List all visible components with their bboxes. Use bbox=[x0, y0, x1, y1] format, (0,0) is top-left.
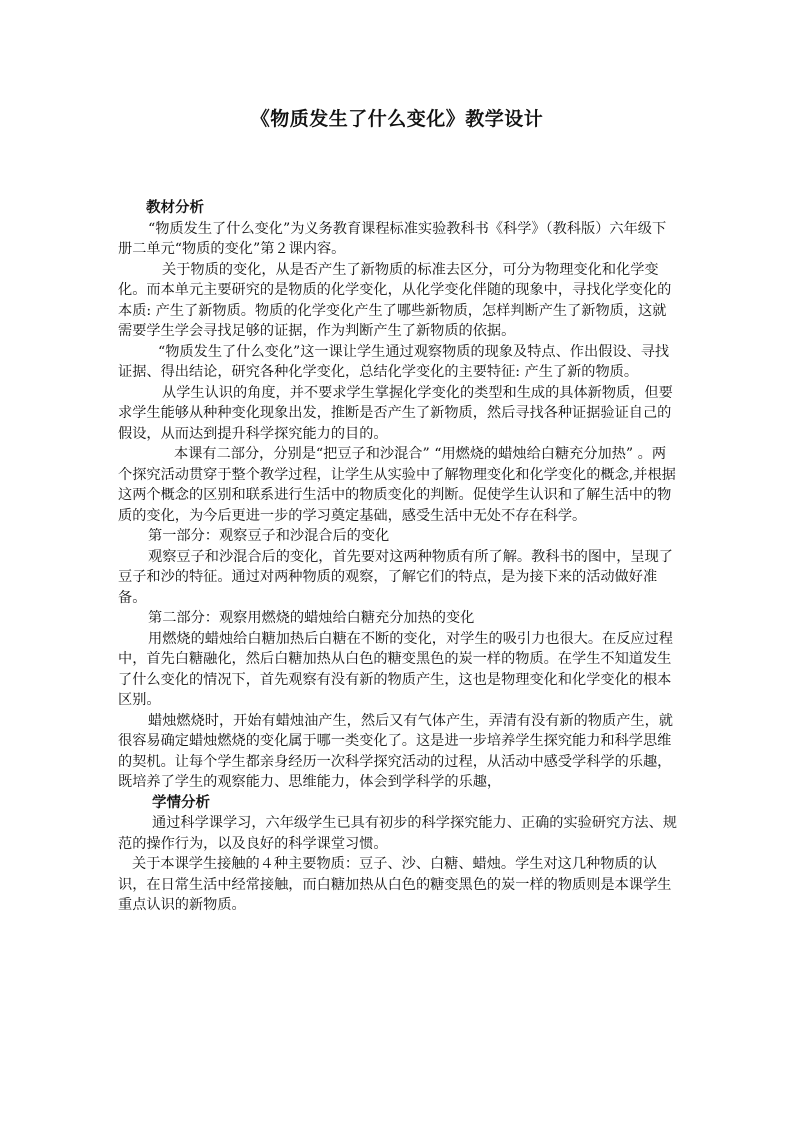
paragraph: 关于本课学生接触的４种主要物质：豆子、沙、白糖、蜡烛。学生对这几种物质的认识，在日常生活中经常接触，而白糖加热从白色的糖变黑色的炭一样的物质则是本课学生重点认识的新物质。 bbox=[118, 856, 672, 913]
paragraph: 用燃烧的蜡烛给白糖加热后白糖在不断的变化，对学生的吸引力也很大。在反应过程中，首先白糖融化，然后白糖加热从白色的糖变黑色的炭一样的物质。在学生不知道发生了什么变化的情况下，首先观察有没有新的物质产生，这也是物理变化和化学变化的根本区别。 bbox=[118, 630, 673, 708]
paragraph: 蜡烛燃烧时，开始有蜡烛油产生，然后又有气体产生，弄清有没有新的物质产生，就很容易确定蜡烛燃烧的变化属于哪一类变化了。这是进一步培养学生探究能力和科学思维的契机。让每个学生都亲身经历一次科学探究活动的过程，从活动中感受学科学的乐趣，既培养了学生的观察能力、思维能力，体会到学科学的乐趣， bbox=[118, 712, 673, 790]
paragraph: “物质发生了什么变化”这一课让学生通过观察物质的现象及特点、作出假设、寻找证据、得出结论，研究各种化学变化，总结化学变化的主要特征: 产生了新的物质。 bbox=[118, 343, 670, 380]
section-heading-student-analysis: 学情分析 bbox=[152, 794, 210, 811]
paragraph: 关于物质的变化，从是否产生了新物质的标准去区分，可分为物理变化和化学变化。而本单元主要研究的是物质的化学变化，从化学变化伴随的现象中，寻找化学变化的本质: 产生了新物质。物质的化学变化产生了哪些新物质，怎样判断产生了新物质，这就需要学生学会寻找足够的证据，作为判断产生了新物质的依据。 bbox=[118, 261, 672, 339]
document-body bbox=[118, 198, 678, 916]
subsection-heading: 第一部分：观察豆子和沙混合后的变化 bbox=[148, 528, 390, 544]
paragraph: 本课有二部分，分别是“把豆子和沙混合” “用燃烧的蜡烛给白糖充分加热” 。两个探究活动贯穿于整个教学过程，让学生从实验中了解物理变化和化学变化的概念,并根据这两个概念的区别和联系进行生活中的物质变化的判断。促使学生认识和了解生活中的物质的变化，为今后更进一步的学习奠定基础，感受生活中无处不存在科学。 bbox=[118, 446, 676, 524]
section-heading-textbook-analysis: 教材分析 bbox=[146, 200, 204, 216]
paragraph: 通过科学课学习，六年级学生已具有初步的科学探究能力、正确的实验研究方法、规范的操作行为，以及良好的科学课堂习惯。 bbox=[118, 815, 677, 852]
subsection-heading: 第二部分：观察用燃烧的蜡烛给白糖充分加热的变化 bbox=[148, 610, 475, 626]
paragraph: 观察豆子和沙混合后的变化，首先要对这两种物质有所了解。教科书的图中，呈现了豆子和沙的特征。通过对两种物质的观察，了解它们的特点，是为接下来的活动做好准备。 bbox=[118, 548, 673, 606]
paragraph: “物质发生了什么变化”为义务教育课程标准实验教科书《科学》（教科版）六年级下册二单元“物质的变化”第２课内容。 bbox=[118, 220, 667, 257]
document-title: 《物质发生了什么变化》教学设计 bbox=[250, 108, 544, 130]
paragraph: 从学生认识的角度，并不要求学生掌握化学变化的类型和生成的具体新物质，但要求学生能够从种种变化现象出发，推断是否产生了新物质，然后寻找各种证据验证自己的假设，从而达到提升科学探究能力的目的。 bbox=[118, 384, 673, 442]
